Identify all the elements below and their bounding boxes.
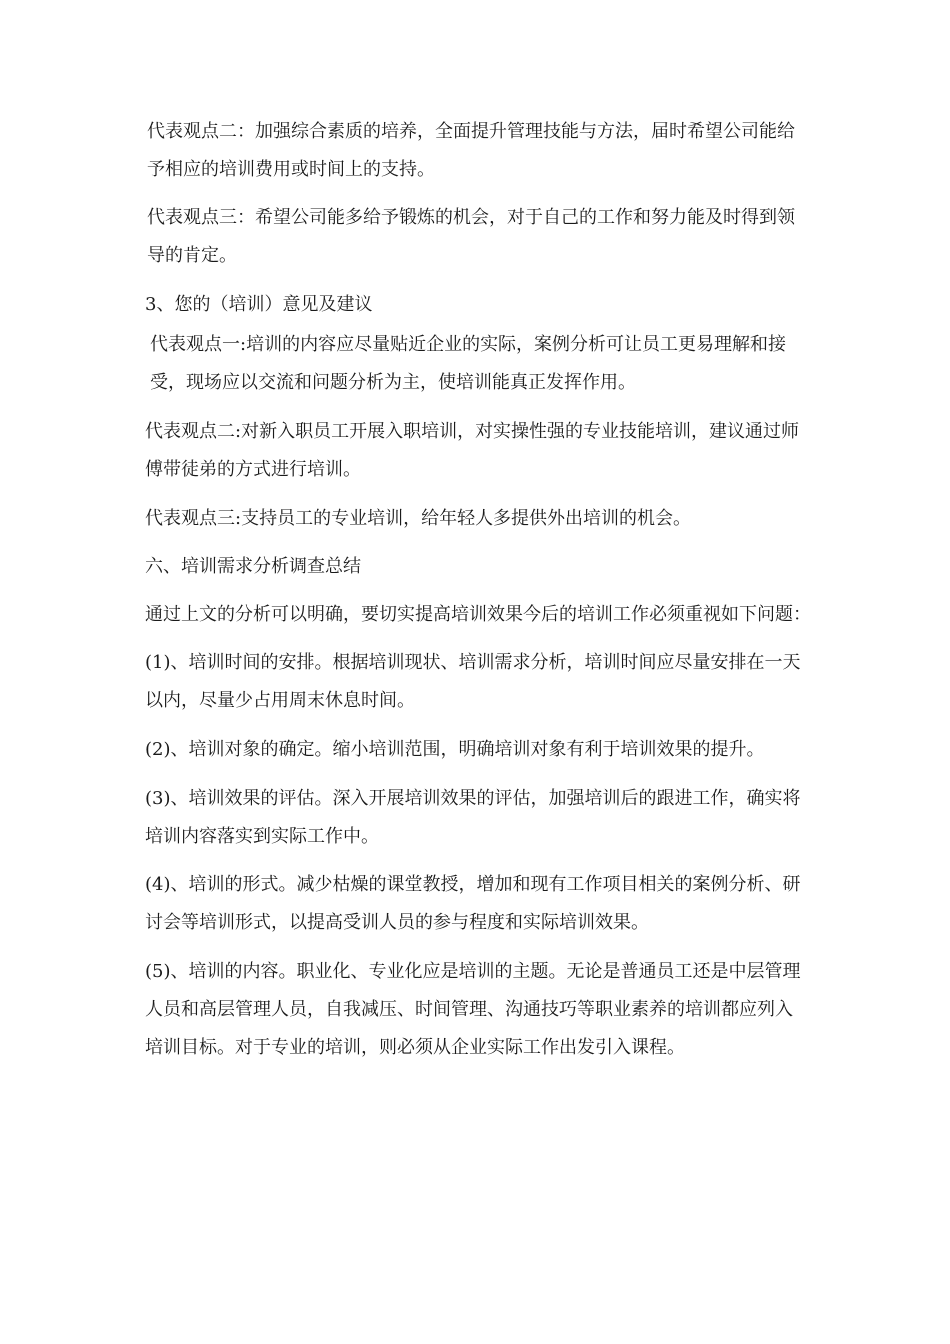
text-line: 人员和高层管理人员，自我减压、时间管理、沟通技巧等职业素养的培训都应列入 [145,999,793,1020]
text-line: (4)、培训的形式。减少枯燥的课堂教授，增加和现有工作项目相关的案例分析、研 [145,874,801,895]
paragraph-opinion-three-b [145,500,691,538]
text-line: (1)、培训时间的安排。根据培训现状、培训需求分析，培训时间应尽量安排在一天 [145,652,801,673]
text-line: 代表观点二：加强综合素质的培养，全面提升管理技能与方法，届时希望公司能给 [147,121,795,142]
text-line: 代表观点一:培训的内容应尽量贴近企业的实际，案例分析可让员工更易理解和接 [150,334,787,355]
paragraph-opinion-one-b [150,326,786,402]
list-item-4 [145,866,801,942]
section-heading-3 [145,286,372,324]
text-line: 讨会等培训形式，以提高受训人员的参与程度和实际培训效果。 [145,912,649,933]
text-line: 代表观点三:支持员工的专业培训，给年轻人多提供外出培训的机会。 [145,508,692,529]
text-line: 导的肯定。 [147,245,237,266]
text-line: 受，现场应以交流和问题分析为主，使培训能真正发挥作用。 [150,372,636,393]
text-line: 以内，尽量少占用周末休息时间。 [145,690,415,711]
text-line: 六、培训需求分析调查总结 [145,556,361,577]
paragraph-opinion-two-b [145,413,799,489]
text-line: (5)、培训的内容。职业化、专业化应是培训的主题。无论是普通员工还是中层管理 [145,961,801,982]
list-item-2 [145,731,765,769]
paragraph-summary-intro [145,596,811,634]
section-heading-6 [145,548,361,586]
text-line: 予相应的培训费用或时间上的支持。 [147,159,435,180]
list-item-1 [145,644,801,720]
text-line: 培训内容落实到实际工作中。 [145,826,379,847]
text-line: (2)、培训对象的确定。缩小培训范围，明确培训对象有利于培训效果的提升。 [145,739,765,760]
text-line: (3)、培训效果的评估。深入开展培训效果的评估，加强培训后的跟进工作，确实将 [145,788,801,809]
paragraph-opinion-two-a [147,113,795,189]
text-line: 培训目标。对于专业的培训，则必须从企业实际工作出发引入课程。 [145,1037,685,1058]
paragraph-opinion-three-a [147,199,795,275]
text-line: 3、您的（培训）意见及建议 [145,294,373,315]
text-line: 代表观点三：希望公司能多给予锻炼的机会，对于自己的工作和努力能及时得到领 [147,207,795,228]
text-line: 傅带徒弟的方式进行培训。 [145,459,361,480]
text-line: 通过上文的分析可以明确，要切实提高培训效果今后的培训工作必须重视如下问题： [145,604,811,625]
list-item-5 [145,953,801,1067]
list-item-3 [145,780,801,856]
text-line: 代表观点二:对新入职员工开展入职培训，对实操性强的专业技能培训，建议通过师 [145,421,800,442]
